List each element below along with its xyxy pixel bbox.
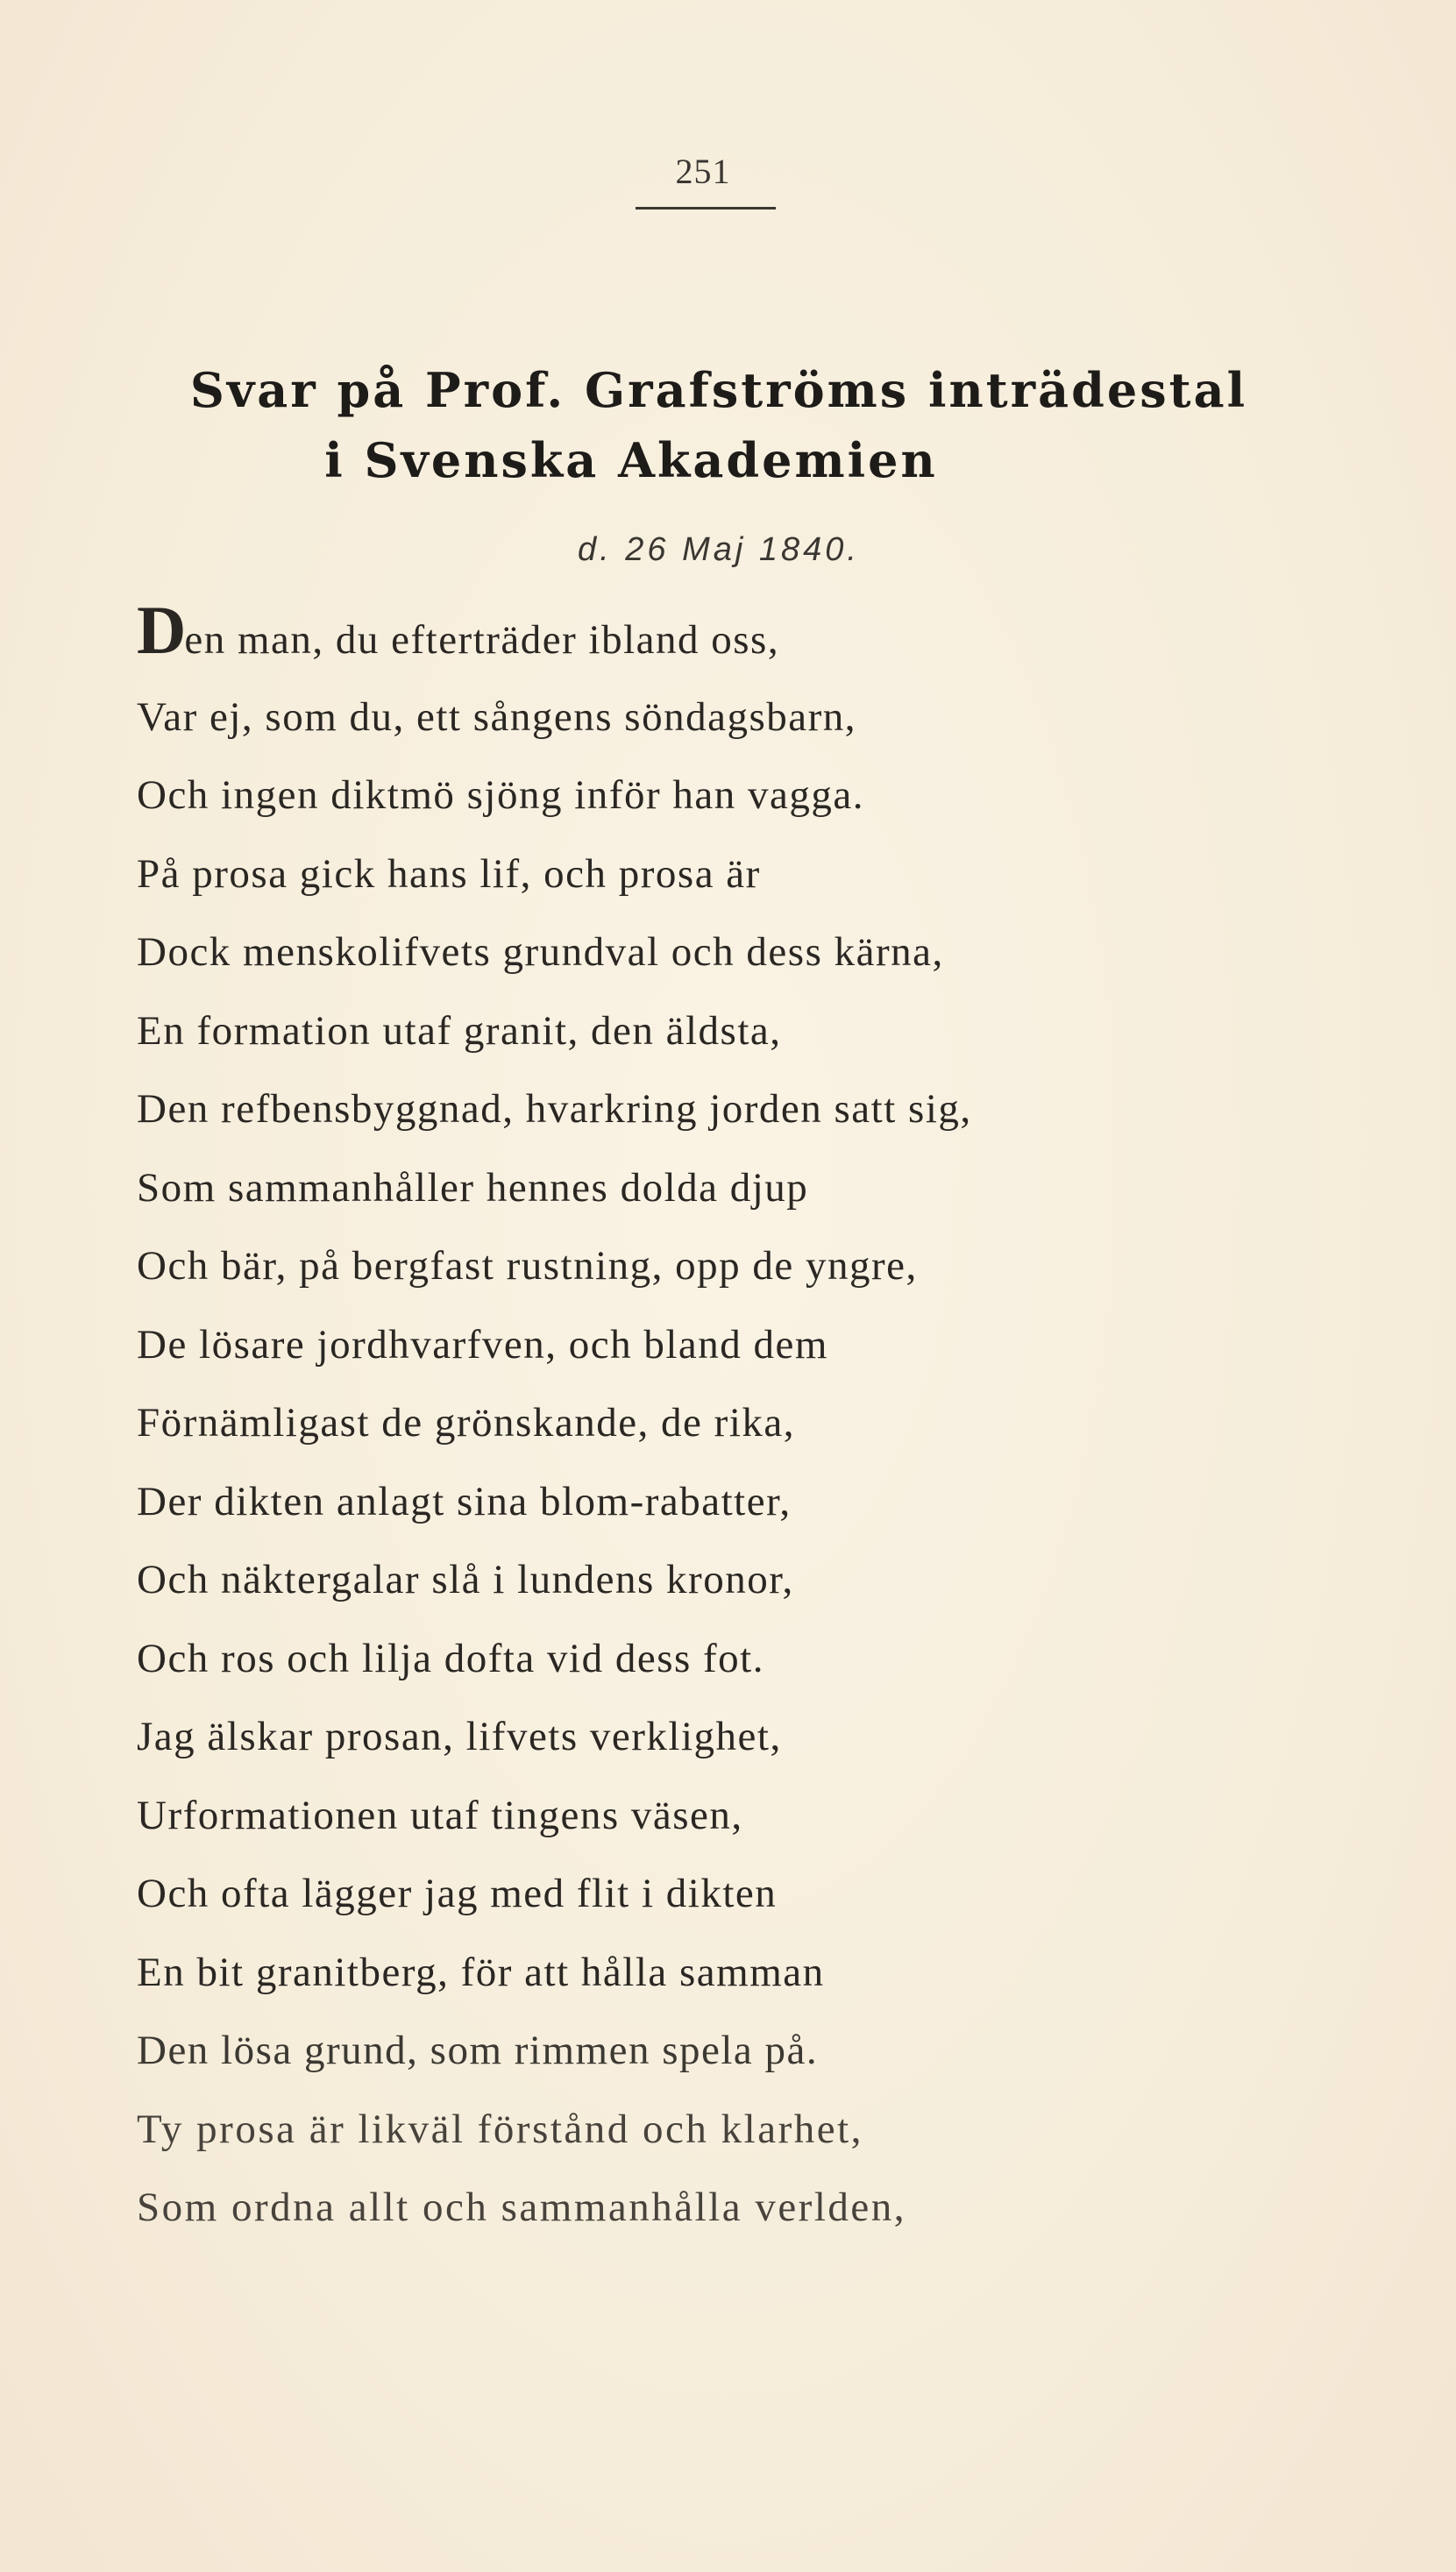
poem-line: Och ros och lilja dofta vid dess fot.: [137, 1635, 764, 1681]
poem-line: Och näktergalar slå i lundens kronor,: [137, 1557, 794, 1602]
poem-line: Som ordna allt och sammanhålla verlden,: [137, 2185, 907, 2230]
page-number-rule: [636, 207, 776, 210]
poem-line: Var ej, som du, ett sångens söndagsbarn,: [137, 693, 856, 740]
poem-line: Och ingen diktmö sjöng inför han vagga.: [137, 772, 864, 818]
poem-line: En formation utaf granit, den äldsta,: [137, 1007, 782, 1054]
poem-line: Den lösa grund, som rimmen spela på.: [137, 2028, 819, 2073]
poem-line: Som sammanhåller hennes dolda djup: [137, 1164, 809, 1211]
poem-date: d. 26 Maj 1840.: [578, 531, 860, 568]
poem-line: En bit granitberg, för att hålla samman: [137, 1949, 825, 1995]
poem-line: Ty prosa är likväl förstånd och klarhet,: [137, 2106, 863, 2152]
poem-line: Dock menskolifvets grundval och dess kärna,: [137, 929, 944, 975]
poem-line: På prosa gick hans lif, och prosa är: [137, 850, 761, 897]
poem-line: Jag älskar prosan, lifvets verklighet,: [137, 1714, 782, 1759]
poem-line: Och ofta lägger jag med flit i dikten: [137, 1871, 778, 1916]
drop-initial: D: [137, 592, 185, 668]
poem-line: [137, 592, 1417, 679]
poem-line: De lösare jordhvarfven, och bland dem: [137, 1321, 828, 1368]
poem-line-text: en man, du efterträder ibland oss,: [184, 617, 780, 663]
title-line-1: Svar på Prof. Grafströms inträdestal: [189, 362, 1248, 418]
poem-line: Förnämligast de grönskande, de rika,: [137, 1400, 795, 1446]
poem-line: Urformationen utaf tingens väsen,: [137, 1792, 743, 1838]
poem-line: Och bär, på bergfast rustning, opp de yngre,: [137, 1243, 918, 1289]
page-number: 251: [675, 152, 731, 191]
poem-title: [131, 355, 1341, 495]
title-line-2: i Svenska Akademien: [324, 432, 938, 488]
poem-line: Den refbensbyggnad, hvarkring jorden satt sig,: [137, 1086, 972, 1132]
poem-line: Der dikten anlagt sina blom-rabatter,: [137, 1478, 792, 1524]
poem-text: [137, 592, 1417, 2248]
